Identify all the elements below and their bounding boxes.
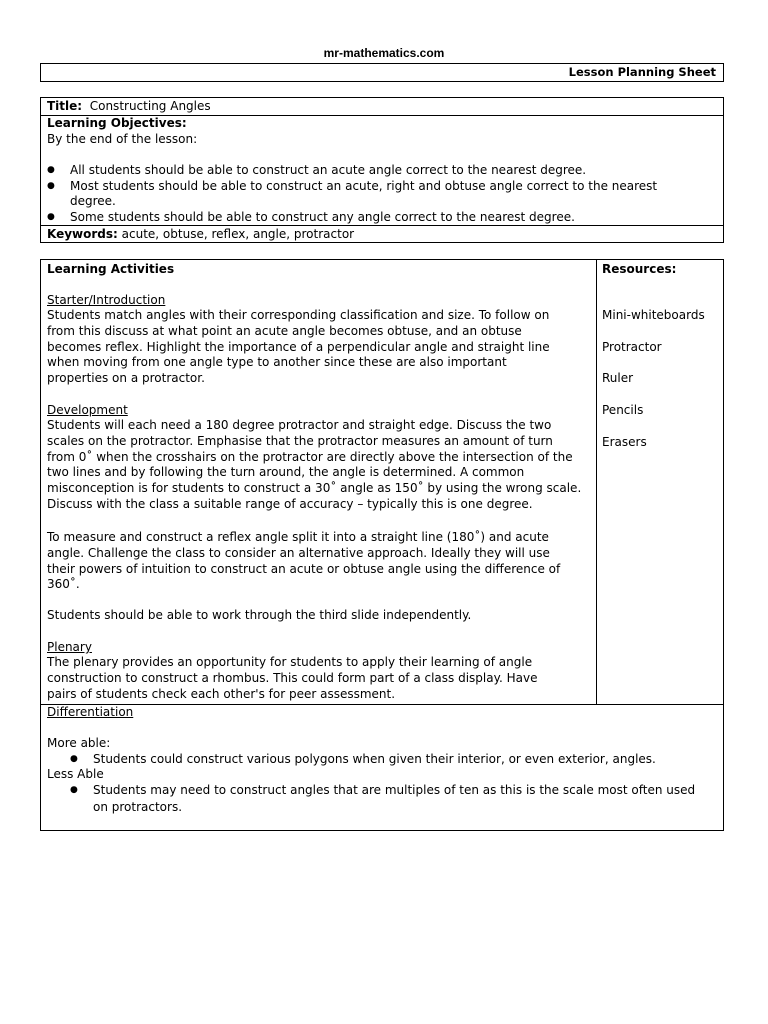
less-able-item-continuation: on protractors. [93, 800, 183, 814]
resource-item: Erasers [602, 435, 647, 449]
objective-item: Some students should be able to construct any angle correct to the nearest degree. [70, 210, 575, 224]
text-line: 360˚. [47, 577, 80, 592]
column-divider [596, 260, 597, 704]
objective-item-continuation: degree. [70, 194, 116, 208]
text-line: from this discuss at what point an acute angle becomes obtuse, and an obtuse [47, 323, 522, 338]
text-line: Students will each need a 180 degree protractor and straight edge. Discuss the two [47, 418, 552, 432]
bullet-icon: ● [47, 181, 55, 191]
bullet-icon: ● [47, 212, 55, 222]
bullet-icon: ● [70, 754, 78, 764]
text-line: angle. Challenge the class to consider an alternative approach. Ideally they will use [47, 545, 550, 560]
text-line: their powers of intuition to construct an acute or obtuse angle using the difference of [47, 561, 561, 576]
more-able-label: More able: [47, 736, 111, 750]
divider [41, 704, 723, 705]
objective-item: Most students should be able to construct an acute, right and obtuse angle correct to the nearest [70, 179, 658, 193]
starter-heading: Starter/Introduction [47, 293, 166, 307]
objectives-heading: Learning Objectives: [47, 116, 187, 130]
sheet-label: Lesson Planning Sheet [568, 65, 716, 79]
text-line: scales on the protractor. Emphasise that the protractor measures an amount of turn [47, 433, 553, 448]
resource-item: Pencils [602, 403, 644, 417]
plenary-heading: Plenary [47, 640, 92, 654]
keywords-label: Keywords: [47, 227, 118, 241]
resource-item: Ruler [602, 371, 634, 385]
third-slide-text: Students should be able to work through the third slide independently. [47, 608, 472, 622]
starter-text [47, 308, 550, 387]
resource-item: Protractor [602, 340, 662, 354]
text-line: two lines and by following the turn around, the angle is determined. A common [47, 465, 525, 480]
resource-item: Mini-whiteboards [602, 308, 705, 322]
header-box [40, 63, 724, 82]
text-line: becomes reflex. Highlight the importance of a perpendicular angle and straight line [47, 339, 550, 354]
lesson-info-table [40, 97, 724, 243]
development-text [47, 418, 581, 513]
text-line: Students match angles with their corresponding classification and size. To follow on [47, 308, 550, 322]
text-line: construction to construct a rhombus. This could form part of a class display. Have [47, 670, 538, 685]
bullet-icon: ● [70, 785, 78, 795]
plenary-text [47, 655, 538, 702]
site-name: mr-mathematics.com [323, 46, 445, 60]
reflex-text [47, 530, 560, 593]
resources-heading: Resources: [602, 262, 677, 276]
text-line: Discuss with the class a suitable range of accuracy – typically this is one degree. [47, 496, 533, 511]
title-row [47, 99, 211, 114]
text-line: misconception is for students to construct a 30˚ angle as 150˚ by using the wrong scale. [47, 481, 582, 496]
objectives-intro: By the end of the lesson: [47, 132, 198, 146]
text-line: pairs of students check each other's for peer assessment. [47, 686, 396, 701]
development-heading: Development [47, 403, 128, 417]
divider [41, 225, 723, 226]
keywords-row [47, 227, 354, 242]
text-line: when moving from one angle type to another since these are also important [47, 355, 507, 370]
less-able-item: Students may need to construct angles that are multiples of ten as this is the scale most often used [93, 783, 696, 797]
differentiation-heading: Differentiation [47, 705, 134, 719]
activities-table [40, 259, 724, 831]
keywords-value: acute, obtuse, reflex, angle, protractor [121, 227, 355, 241]
lesson-title: Constructing Angles [89, 99, 211, 113]
text-line: To measure and construct a reflex angle split it into a straight line (180˚) and acute [47, 530, 549, 544]
bullet-icon: ● [47, 165, 55, 175]
more-able-item: Students could construct various polygons when given their interior, or even exterior, angles. [93, 752, 656, 766]
text-line: properties on a protractor. [47, 371, 205, 386]
text-line: from 0˚ when the crosshairs on the protractor are directly above the intersection of the [47, 449, 573, 464]
objective-item: All students should be able to construct an acute angle correct to the nearest degree. [70, 163, 587, 177]
title-label: Title: [47, 99, 83, 113]
text-line: The plenary provides an opportunity for students to apply their learning of angle [47, 655, 533, 669]
activities-heading: Learning Activities [47, 262, 175, 276]
less-able-label: Less Able [47, 767, 104, 781]
